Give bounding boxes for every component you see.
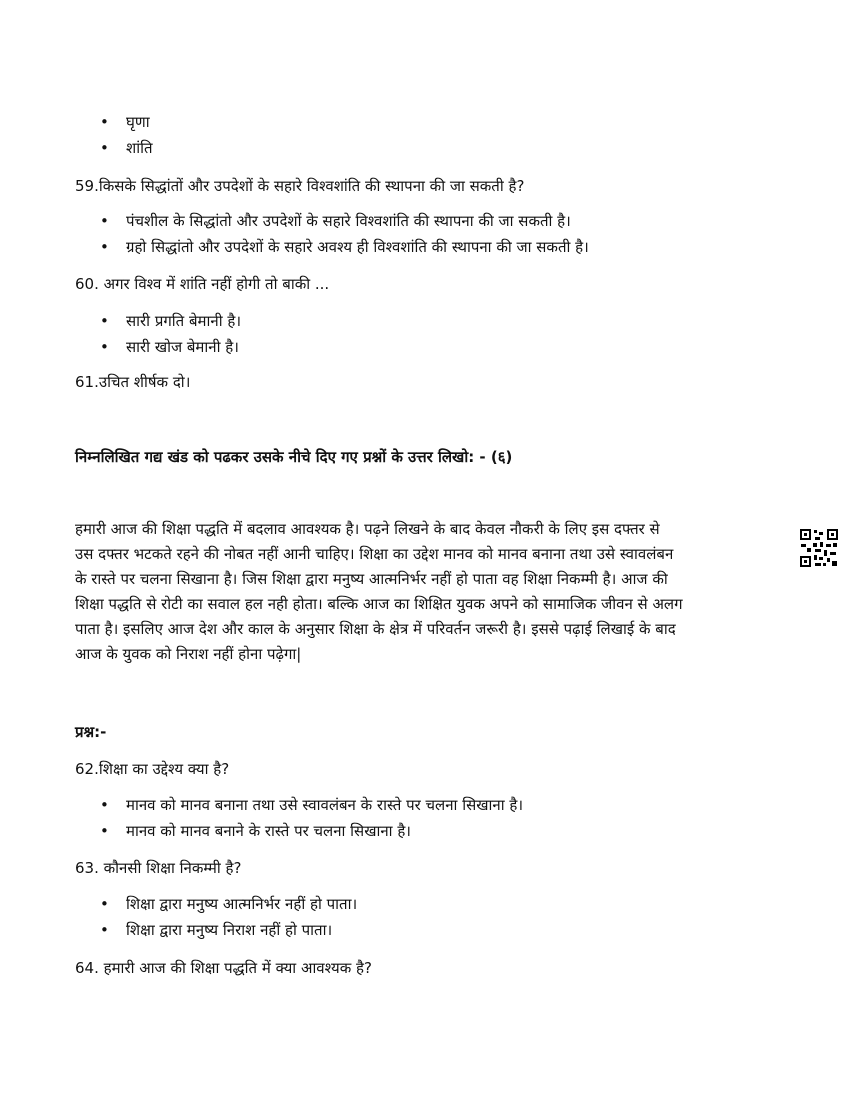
question-63: 63. कौनसी शिक्षा निकम्मी है? <box>75 859 242 877</box>
qr-code-icon[interactable] <box>799 528 839 568</box>
question-59: 59.किसके सिद्धांतों और उपदेशों के सहारे विश्वशांति की स्थापना की जा सकती है? <box>75 177 525 195</box>
passage-heading: निम्नलिखित गद्य खंड को पढकर उसके नीचे दिए गए प्रश्नों के उत्तर लिखो: - (६) <box>75 448 513 466</box>
question-60: 60. अगर विश्व में शांति नहीं होगी तो बाकी ... <box>75 275 330 293</box>
bullet-icon: • <box>100 139 109 157</box>
passage-line: के रास्ते पर चलना सिखाना है। जिस शिक्षा द्वारा मनुष्य आत्मनिर्भर नहीं हो पाता वह शिक्षा निकम्मी है। आज की <box>75 570 668 588</box>
bullet-icon: • <box>100 238 109 256</box>
bullet-icon: • <box>100 796 109 814</box>
questions-label: प्रश्न:- <box>75 723 107 741</box>
passage-line: आज के युवक को निराश नहीं होना पढ़ेगा| <box>75 645 302 663</box>
document-page: • घृणा • शांति 59.किसके सिद्धांतों और उपदेशों के सहारे विश्वशांति की स्थापना की जा सकती है? • पंचशील के सिद्धांतो और उपदेशों के सहारे विश्वशांति की स्थापना की जा सकती है। • ग्रहो सिद्धांतो और उपदेशों के सहारे अवश्य ही विश्वशांति की स्थापना की जा सकती है। 60. अगर विश्व में शांति नहीं होगी तो बाकी ... • सारी प्रगति बेमानी है। • सारी खोज बेमानी है। 61.उचित शीर्षक दो। निम्नलिखित गद्य खंड को पढकर उसके नीचे दिए गए प्रश्नों के उत्तर लिखो: - (६) हमारी आज की शिक्षा पद्धति में बदलाव आवश्यक है। पढ़ने लिखने के बाद केवल नौकरी के लिए इस दफ्तर से उस दफ्तर भटकते रहने की नोबत नहीं आनी चाहिए। शिक्षा का उद्देश मानव को मानव बनाना तथा उसे स्वावलंबन के रास्ते पर चलना सिखाना है। जिस शिक्षा द्वारा मनुष्य आत्मनिर्भर नहीं हो पाता वह शिक्षा निकम्मी है। आज की शिक्षा पद्धति से रोटी का सवाल हल नही होता। बल्कि आज का शिक्षित युवक अपने को सामाजिक जीवन से अलग पाता है। इसलिए आज देश और काल के अनुसार शिक्षा के क्षेत्र में परिवर्तन जरूरी है। इससे पढ़ाई लिखाई के बाद आज के युवक को निराश नहीं होना पढ़ेगा| प्रश्न:- 62.शिक्षा का उद्देश्य क्या है? • मानव को मानव बनाना तथा उसे स्वावलंबन के रास्ते पर चलना सिखाना है। • मानव को मानव बनाने के रास्ते पर चलना सिखाना है। 63. कौनसी शिक्षा निकम्मी है? • शिक्षा द्वारा मनुष्य आत्मनिर्भर नहीं हो पाता। • शिक्षा द्वारा मनुष्य निराश नहीं हो पाता। 64. हमारी आज की शिक्षा पद्धति में क्या आवश्यक है? <box>0 0 850 1100</box>
passage-paragraph <box>75 517 787 667</box>
bullet-icon: • <box>100 212 109 230</box>
bullet-icon: • <box>100 338 109 356</box>
passage-line: पाता है। इसलिए आज देश और काल के अनुसार शिक्षा के क्षेत्र में परिवर्तन जरूरी है। इससे पढ़ाई लिखाई के बाद <box>75 620 676 638</box>
question-62: 62.शिक्षा का उद्देश्य क्या है? <box>75 760 230 778</box>
bullet-icon: • <box>100 822 109 840</box>
question-64: 64. हमारी आज की शिक्षा पद्धति में क्या आवश्यक है? <box>75 959 372 977</box>
bullet-icon: • <box>100 312 109 330</box>
passage-line: हमारी आज की शिक्षा पद्धति में बदलाव आवश्यक है। पढ़ने लिखने के बाद केवल नौकरी के लिए इस दफ्तर से <box>75 520 660 538</box>
passage-line: उस दफ्तर भटकते रहने की नोबत नहीं आनी चाहिए। शिक्षा का उद्देश मानव को मानव बनाना तथा उसे स्वावलंबन <box>75 545 674 563</box>
bullet-icon: • <box>100 921 109 939</box>
passage-line: शिक्षा पद्धति से रोटी का सवाल हल नही होता। बल्कि आज का शिक्षित युवक अपने को सामाजिक जीवन से अलग <box>75 595 683 613</box>
question-61: 61.उचित शीर्षक दो। <box>75 373 191 391</box>
bullet-icon: • <box>100 895 109 913</box>
bullet-icon: • <box>100 113 109 131</box>
